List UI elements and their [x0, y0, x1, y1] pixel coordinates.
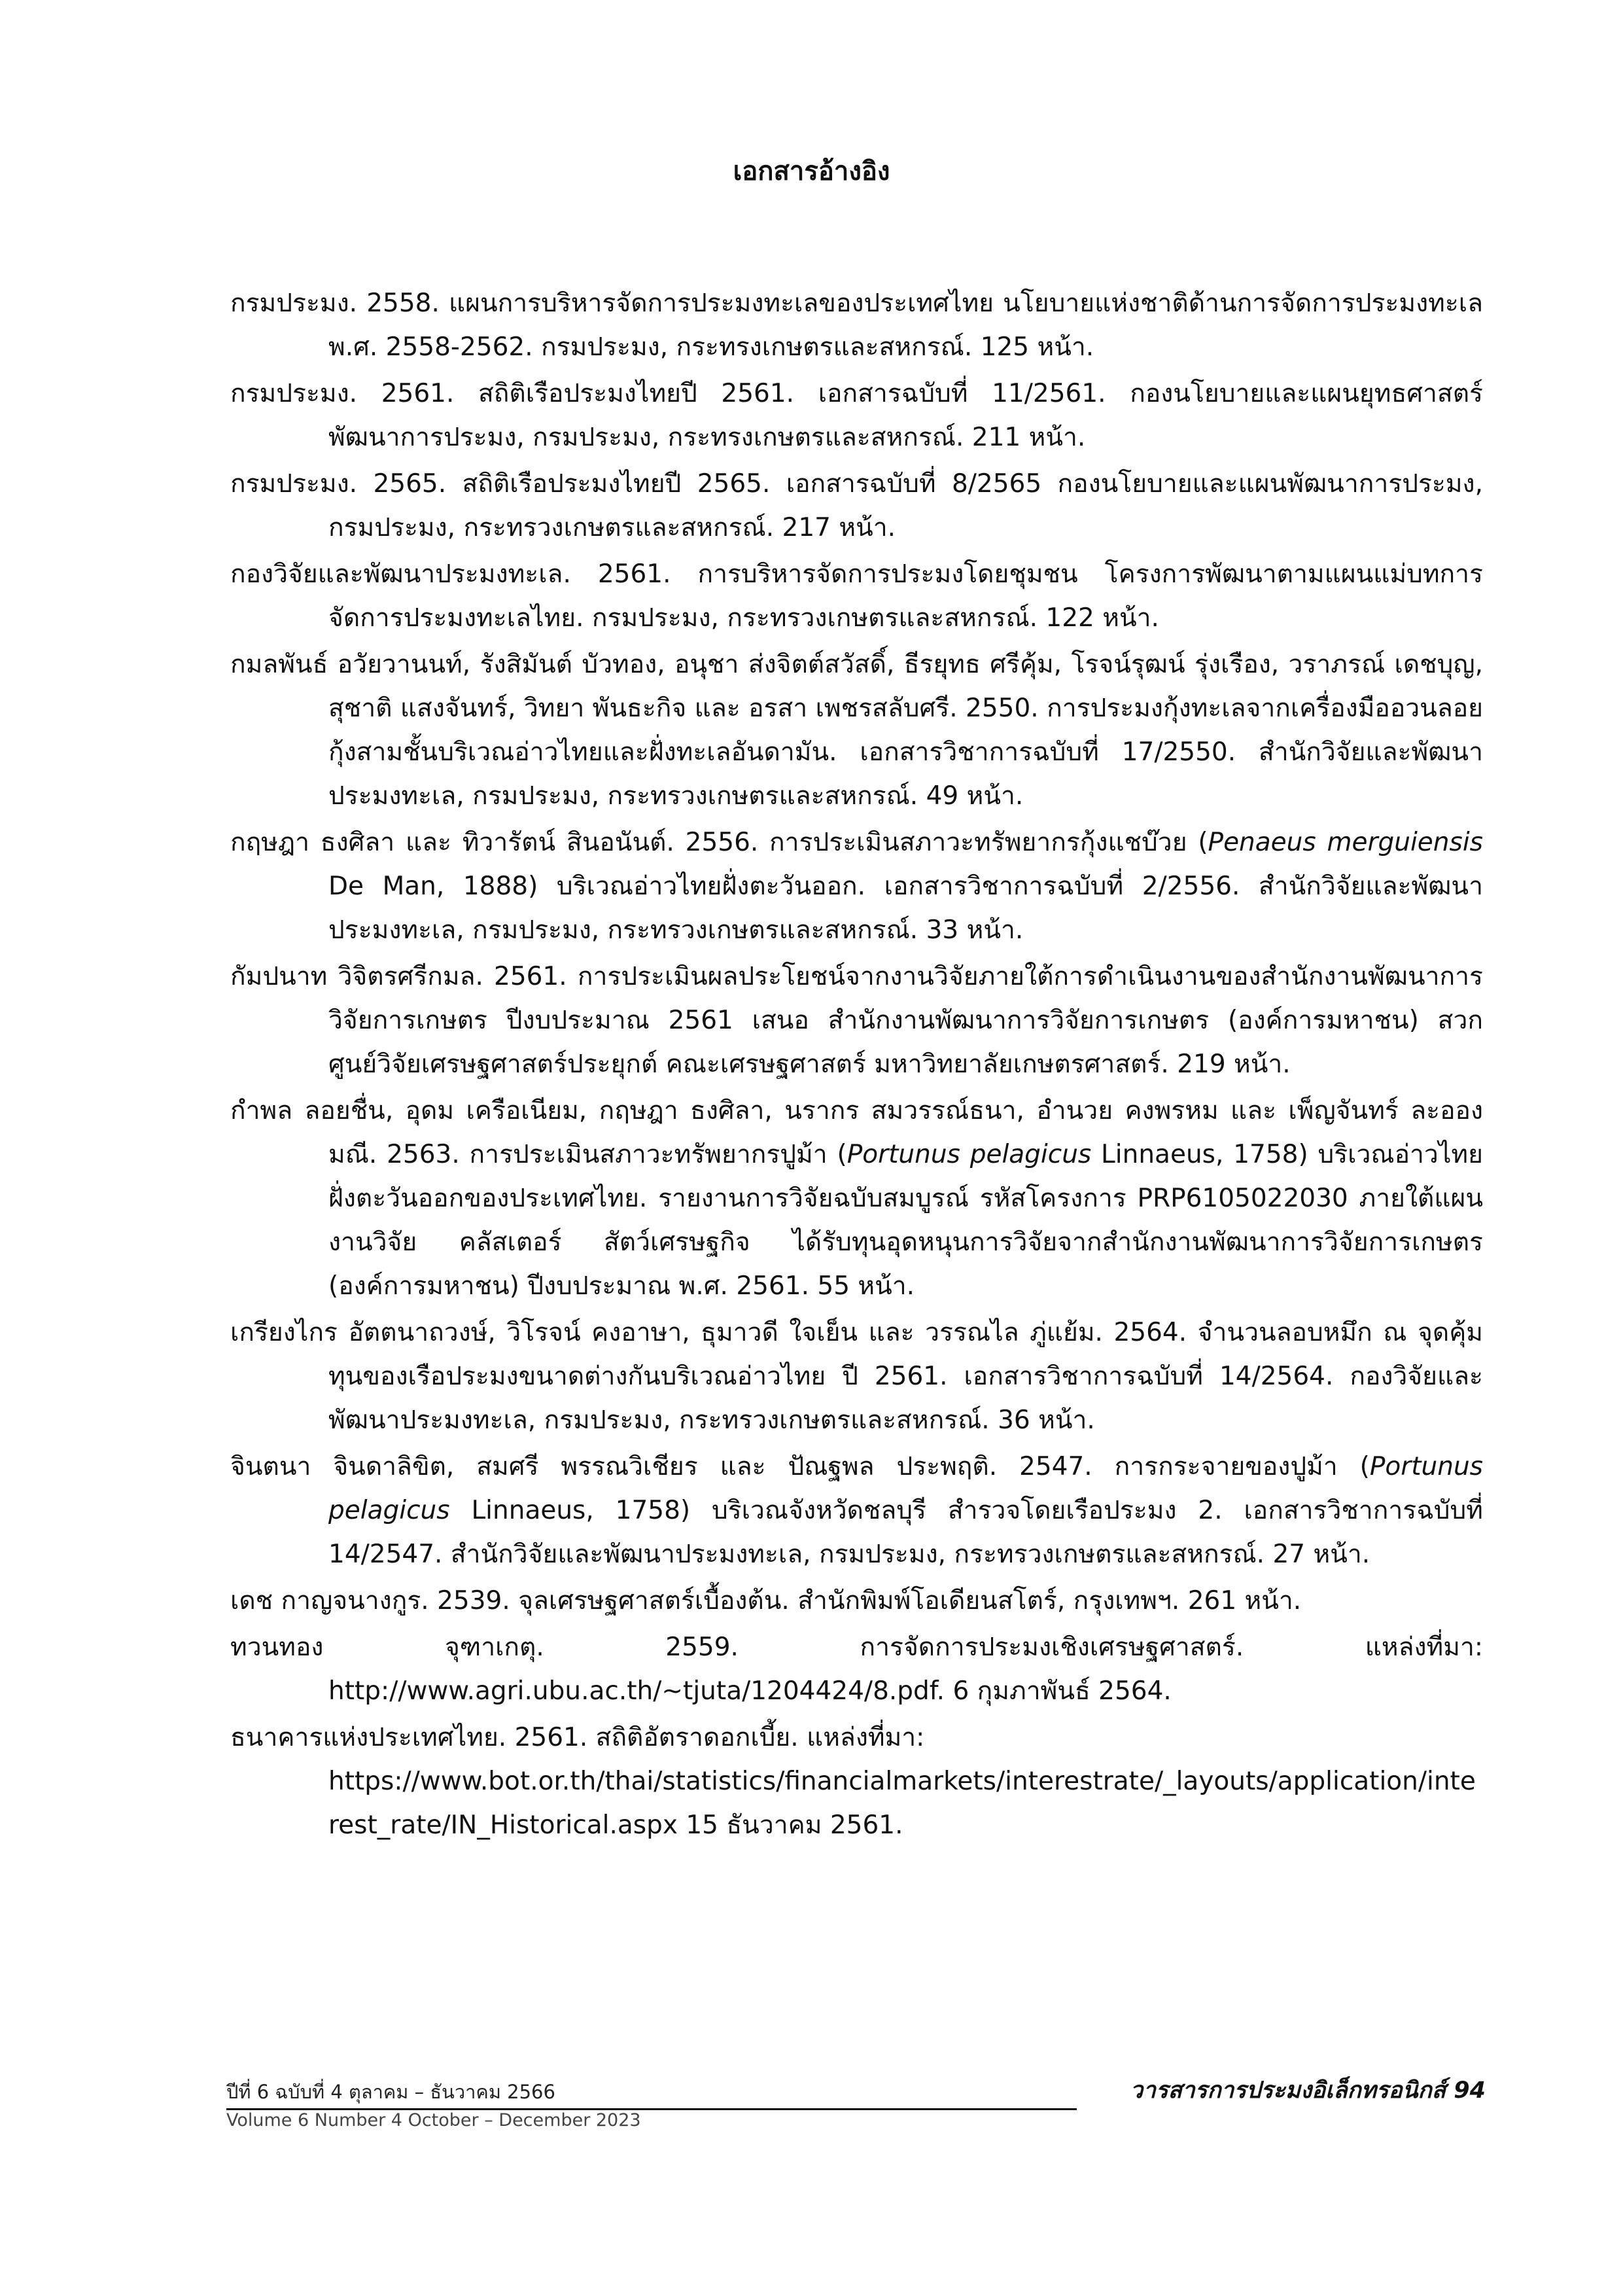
reference-text: กรมประมง. 2561. สถิติเรือประมงไทยปี 2561. เอกสารฉบับที่ 11/2561. กองนโยบายและแผนยุทธศาสตร์พัฒนาการประมง, กรมประมง, กระทรงเกษตรและสหกรณ์. 211 หน้า.: [230, 379, 1483, 452]
issue-thai: ปีที่ 6 ฉบับที่ 4 ตุลาคม – ธันวาคม 2566: [226, 2081, 555, 2103]
reference-text: กองวิจัยและพัฒนาประมงทะเล. 2561. การบริหารจัดการประมงโดยชุมชน โครงการพัฒนาตามแผนแม่บทการจัดการประมงทะเลไทย. กรมประมง, กระทรวงเกษตรและสหกรณ์. 122 หน้า.: [230, 559, 1483, 633]
reference-text: กัมปนาท วิจิตรศรีกมล. 2561. การประเมินผลประโยชน์จากงานวิจัยภายใต้การดำเนินงานของสำนักงานพัฒนาการวิจัยการเกษตร ปีงบประมาณ 2561 เสนอ สำนักงานพัฒนาการวิจัยการเกษตร (องค์การมหาชน) สวกศูนย์วิจัยเศรษฐศาสตร์ประยุกต์ คณะเศรษฐศาสตร์ มหาวิทยาลัยเกษตรศาสตร์. 219 หน้า.: [230, 962, 1483, 1079]
reference-entry: [230, 281, 1483, 369]
reference-text: จินตนา จินดาลิขิต, สมศรี พรรณวิเชียร และ ปัณฐพล ประพฤติ. 2547. การกระจายของปูม้า (: [230, 1452, 1370, 1481]
reference-entry: [230, 1579, 1483, 1623]
reference-entry: [230, 821, 1483, 952]
reference-url[interactable]: https://www.bot.or.th/thai/statistics/financialmarkets/interestrate/_layouts/application/interest_rate/IN_Historical.aspx 15 ธันวาคม 2561.: [328, 1767, 1476, 1840]
reference-entry: [230, 1089, 1483, 1308]
reference-text: กรมประมง. 2565. สถิติเรือประมงไทยปี 2565. เอกสารฉบับที่ 8/2565 กองนโยบายและแผนพัฒนาการประมง, กรมประมง, กระทรวงเกษตรและสหกรณ์. 217 หน้า.: [230, 469, 1483, 542]
reference-entry: [230, 1625, 1483, 1713]
reference-text: เดช กาญจนางกูร. 2539. จุลเศรษฐศาสตร์เบื้องต้น. สำนักพิมพ์โอเดียนสโตร์, กรุงเทพฯ. 261 หน้า.: [230, 1586, 1302, 1616]
species-name: Penaeus merguiensis: [1208, 828, 1483, 857]
reference-text: กมลพันธ์ อวัยวานนท์, รังสิมันต์ บัวทอง, อนุชา ส่งจิตต์สวัสดิ์, ธีรยุทธ ศรีคุ้ม, โรจน์รุฒน์ รุ่งเรือง, วราภรณ์ เดชบุญ, สุชาติ แสงจันทร์, วิทยา พันธะกิจ และ อรสา เพชรสลับศรี. 2550. การประมงกุ้งทะเลจากเครื่องมืออวนลอยกุ้งสามชั้นบริเวณอ่าวไทยและฝั่งทะเลอันดามัน. เอกสารวิชาการฉบับที่ 17/2550. สำนักวิจัยและพัฒนาประมงทะเล, กรมประมง, กระทรวงเกษตรและสหกรณ์. 49 หน้า.: [230, 650, 1483, 811]
reference-text: Linnaeus, 1758) บริเวณอ่าวไทยฝั่งตะวันออกของประเทศไทย. รายงานการวิจัยฉบับสมบูรณ์ รหัสโครงการ PRP6105022030 ภายใต้แผนงานวิจัย คลัสเตอร์ สัตว์เศรษฐกิจ ได้รับทุนอุดหนุนการวิจัยจากสำนักงานพัฒนาการวิจัยการเกษตร (องค์การมหาชน) ปีงบประมาณ พ.ศ. 2561. 55 หน้า.: [328, 1140, 1483, 1301]
reference-text: กฤษฎา ธงศิลา และ ทิวารัตน์ สินอนันต์. 2556. การประเมินสภาวะทรัพยากรกุ้งแชบ๊วย (: [230, 828, 1208, 857]
reference-text: ทวนทอง จุฑาเกตุ. 2559. การจัดการประมงเชิงเศรษฐศาสตร์. แหล่งที่มา: http://www.agri.ubu.ac.th/~tjuta/1204424/8.pdf. 6 กุมภาพันธ์ 2564.: [230, 1633, 1483, 1706]
page-title: เอกสารอ้างอิง: [733, 156, 890, 186]
footer-divider: [226, 2108, 1077, 2110]
reference-entry: [230, 643, 1483, 818]
page-number: 94: [1454, 2077, 1486, 2104]
reference-entry: [230, 462, 1483, 550]
journal-name: วารสารการประมงอิเล็กทรอนิกส์: [1130, 2077, 1446, 2104]
reference-entry: [230, 1311, 1483, 1442]
reference-entry: [230, 372, 1483, 459]
issue-english: Volume 6 Number 4 October – December 2023: [226, 2110, 641, 2130]
reference-text: De Man, 1888) บริเวณอ่าวไทยฝั่งตะวันออก. เอกสารวิชาการฉบับที่ 2/2556. สำนักวิจัยและพัฒนาประมงทะเล, กรมประมง, กระทรวงเกษตรและสหกรณ์. 33 หน้า.: [328, 872, 1483, 945]
reference-entry: [230, 552, 1483, 640]
reference-entry: [230, 1445, 1483, 1576]
reference-entry: [230, 955, 1483, 1086]
reference-text: กรมประมง. 2558. แผนการบริหารจัดการประมงทะเลของประเทศไทย นโยบายแห่งชาติด้านการจัดการประมงทะเล พ.ศ. 2558-2562. กรมประมง, กระทรงเกษตรและสหกรณ์. 125 หน้า.: [230, 289, 1483, 362]
footer-journal: [1130, 2074, 1486, 2107]
species-name: Portunus pelagicus: [846, 1140, 1092, 1169]
reference-text: กำพล ลอยชื่น, อุดม เครือเนียม, กฤษฎา ธงศิลา, นรากร สมวรรณ์ธนา, อำนวย คงพรหม และ เพ็ญจันทร์ ละอองมณี. 2563. การประเมินสภาวะทรัพยากรปูม้า (: [230, 1096, 1483, 1169]
reference-entry: [230, 1716, 1483, 1847]
reference-text: เกรียงไกร อัตตนาถวงษ์, วิโรจน์ คงอาษา, ธุมาวดี ใจเย็น และ วรรณไล ภู่แย้ม. 2564. จำนวนลอบหมึก ณ จุดคุ้มทุนของเรือประมงขนาดต่างกันบริเวณอ่าวไทย ปี 2561. เอกสารวิชาการฉบับที่ 14/2564. กองวิจัยและพัฒนาประมงทะเล, กรมประมง, กระทรวงเกษตรและสหกรณ์. 36 หน้า.: [230, 1318, 1483, 1435]
reference-text: ธนาคารแห่งประเทศไทย. 2561. สถิติอัตราดอกเบี้ย. แหล่งที่มา:: [230, 1723, 925, 1752]
footer-issue: [226, 2079, 641, 2134]
reference-list: [230, 281, 1483, 1850]
species-name: Portunus pelagicus: [328, 1452, 1483, 1525]
reference-text: Linnaeus, 1758) บริเวณจังหวัดชลบุรี สำรวจโดยเรือประมง 2. เอกสารวิชาการฉบับที่ 14/2547. สำนักวิจัยและพัฒนาประมงทะเล, กรมประมง, กระทรวงเกษตรและสหกรณ์. 27 หน้า.: [328, 1496, 1483, 1569]
